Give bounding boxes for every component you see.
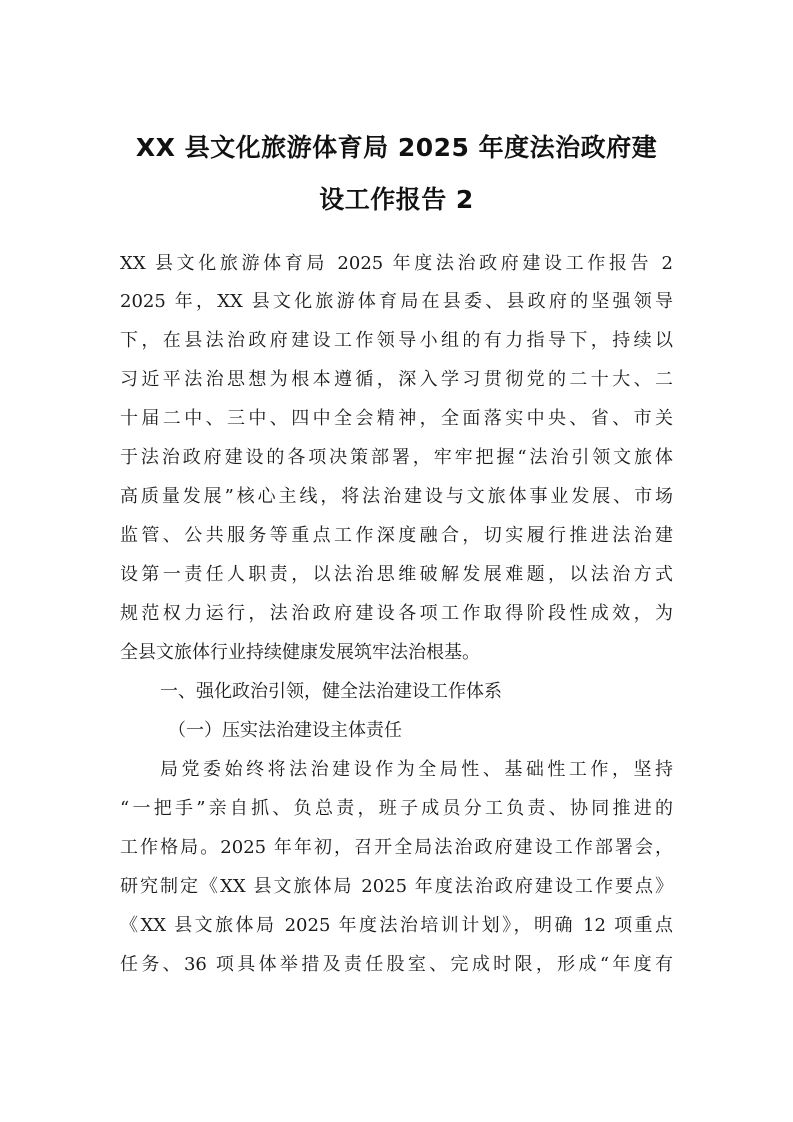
body-line: 设第一责任人职责，以法治思维破解发展难题，以法治方式	[120, 564, 673, 585]
body-line: 高质量发展”核心主线，将法治建设与文旅体事业发展、市场	[120, 486, 673, 507]
body-line: 研究制定《XX 县文旅体局 2025 年度法治政府建设工作要点》	[120, 876, 673, 897]
body-line: 工作格局。2025 年年初，召开全局法治政府建设工作部署会，	[120, 837, 673, 858]
section-heading: 一、强化政治引领，健全法治建设工作体系	[160, 681, 502, 702]
body-line: 规范权力运行，法治政府建设各项工作取得阶段性成效，为	[120, 603, 673, 624]
document-title-line-2: 设工作报告 2	[319, 185, 474, 214]
body-line: 下，在县法治政府建设工作领导小组的有力指导下，持续以	[120, 330, 673, 351]
body-line: 十届二中、三中、四中全会精神，全面落实中央、省、市关	[120, 408, 673, 429]
body-line: 《XX 县文旅体局 2025 年度法治培训计划》，明确 12 项重点	[120, 915, 673, 936]
body-line: “一把手”亲自抓、负总责，班子成员分工负责、协同推进的	[120, 798, 673, 819]
subsection-heading: （一）压实法治建设主体责任	[168, 720, 402, 741]
document-title-line-1: XX 县文化旅游体育局 2025 年度法治政府建	[135, 133, 658, 162]
body-line: XX 县文化旅游体育局 2025 年度法治政府建设工作报告 2	[120, 253, 673, 274]
body-line: 任务、36 项具体举措及责任股室、完成时限，形成“年度有	[120, 954, 673, 975]
body-line: 局党委始终将法治建设作为全局性、基础性工作，坚持	[160, 759, 673, 780]
body-line: 监管、公共服务等重点工作深度融合，切实履行推进法治建	[120, 525, 673, 546]
body-line: 2025 年，XX 县文化旅游体育局在县委、县政府的坚强领导	[120, 291, 673, 312]
body-line: 习近平法治思想为根本遵循，深入学习贯彻党的二十大、二	[120, 369, 673, 390]
body-line: 于法治政府建设的各项决策部署，牢牢把握“法治引领文旅体	[120, 447, 673, 468]
body-line: 全县文旅体行业持续健康发展筑牢法治根基。	[120, 642, 480, 663]
